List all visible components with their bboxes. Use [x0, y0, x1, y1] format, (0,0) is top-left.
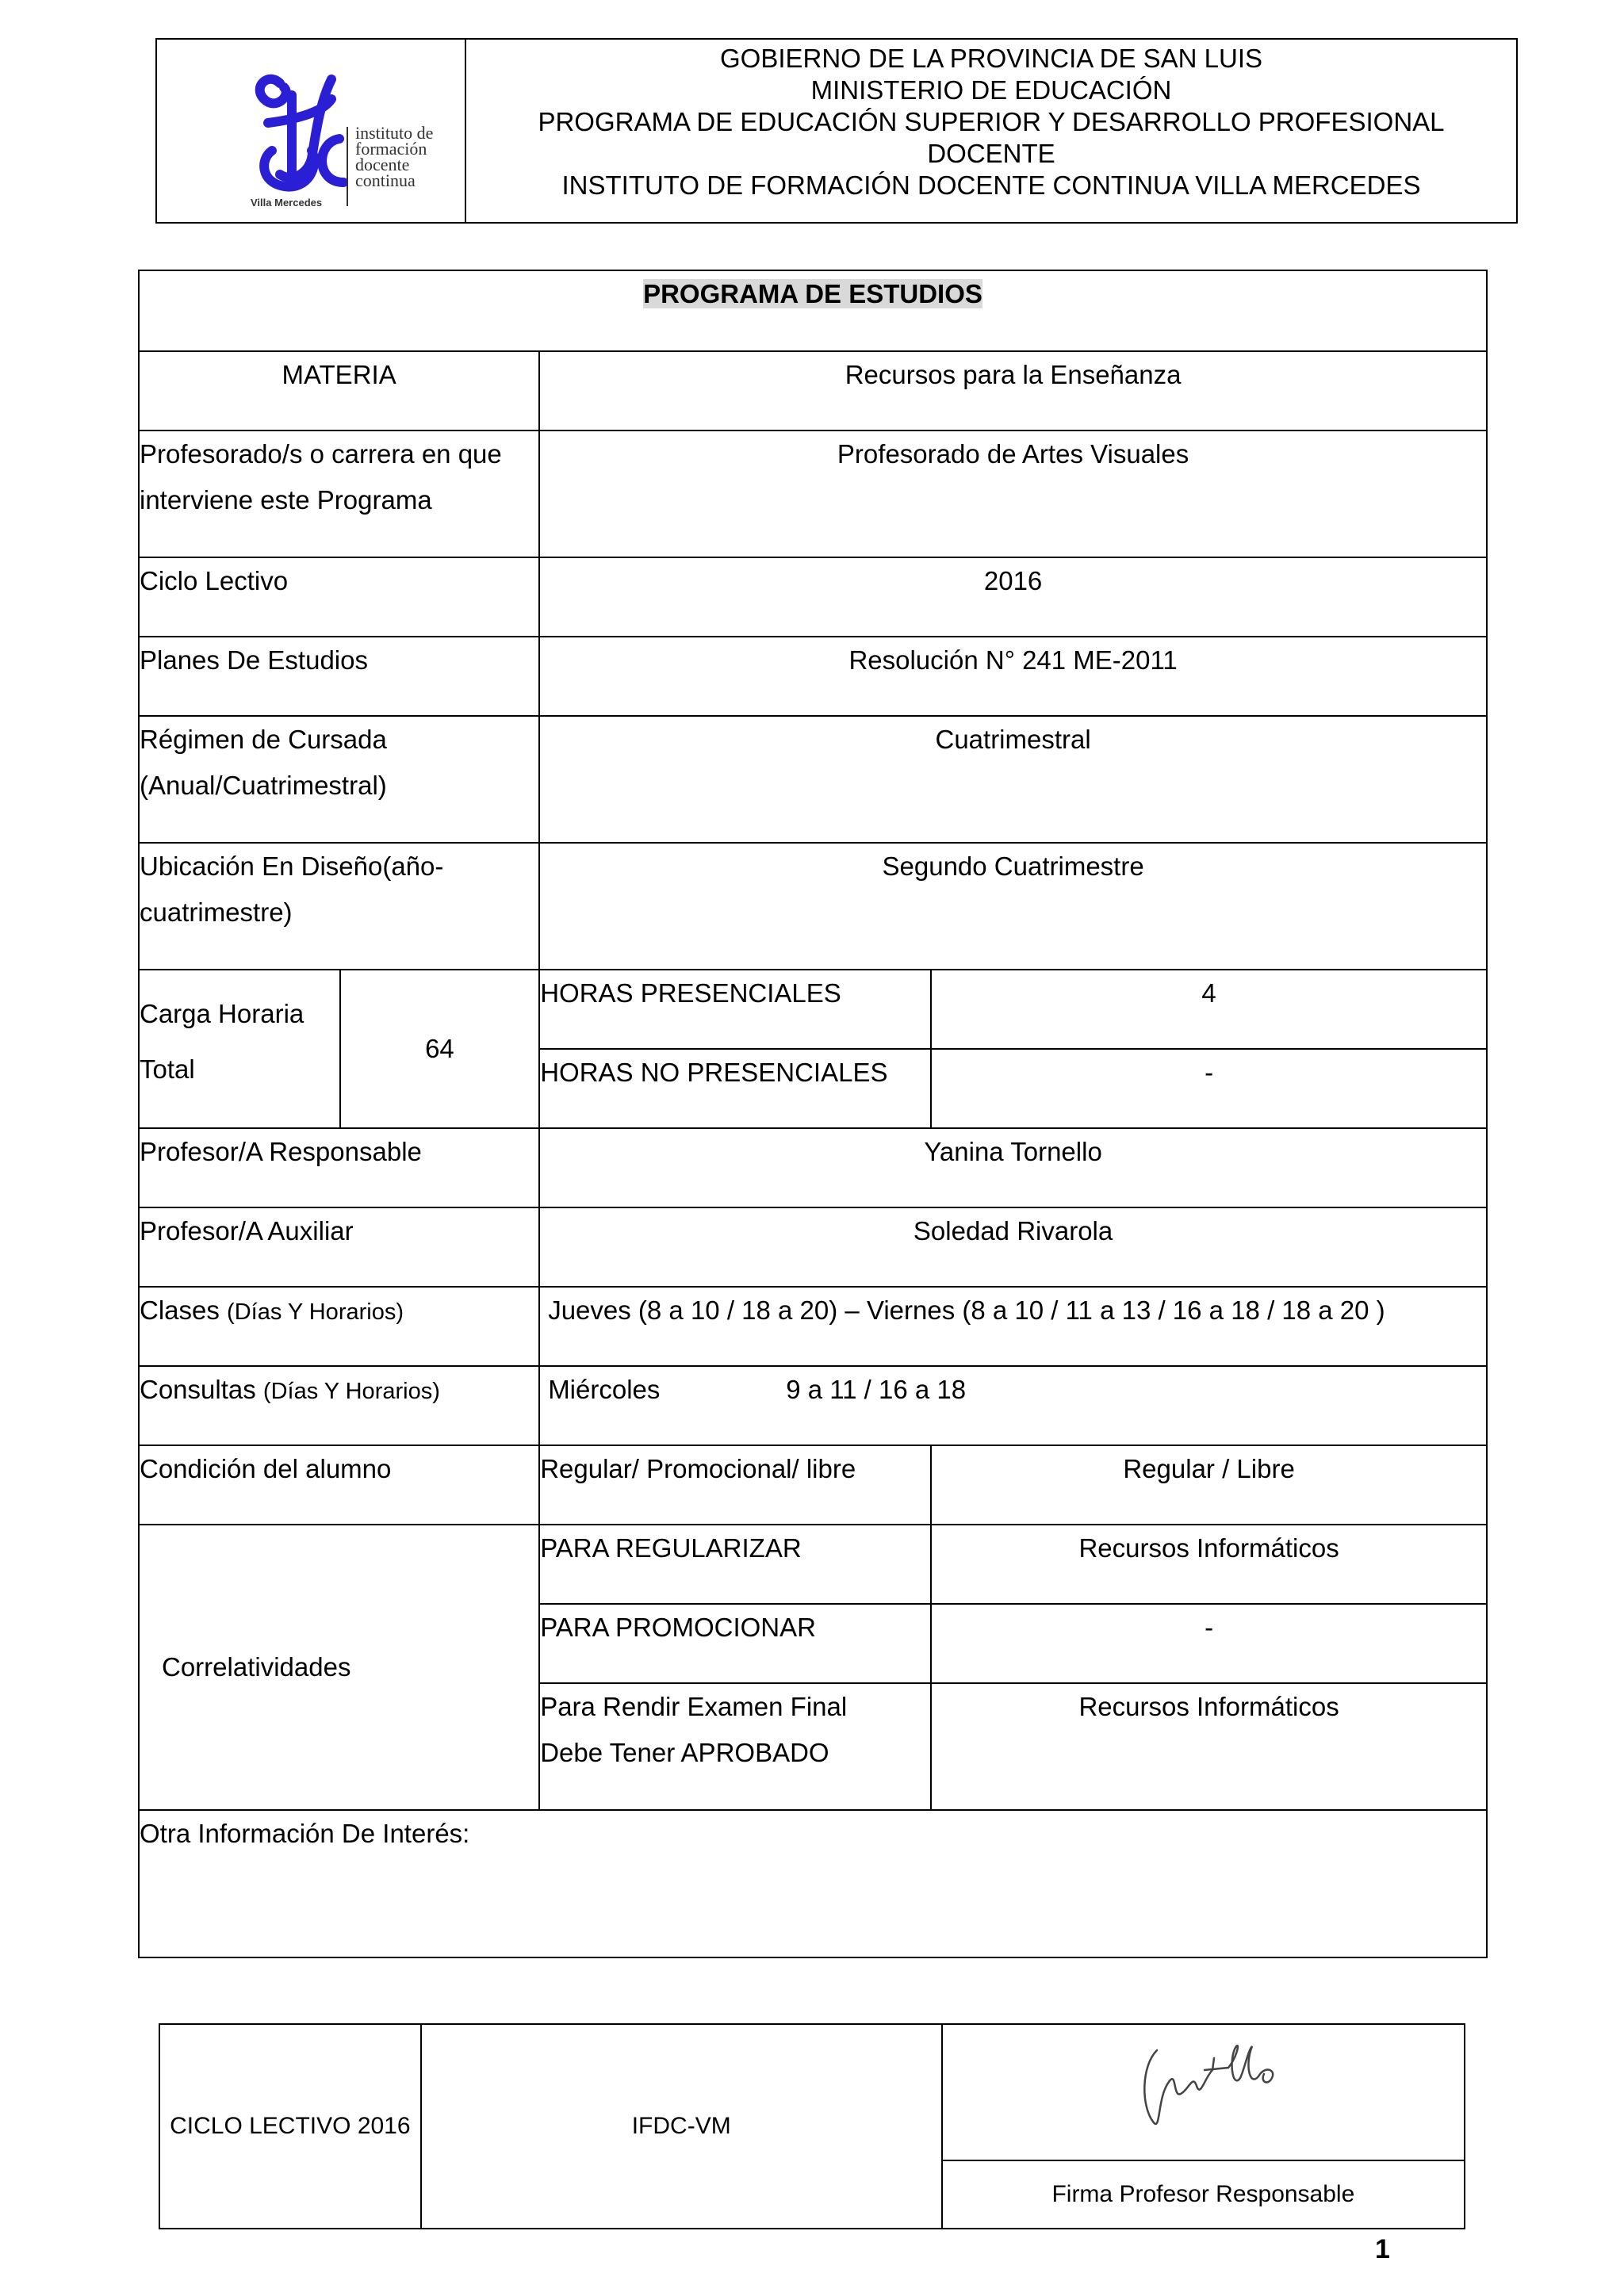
clases-label: Clases (Días Y Horarios): [139, 1287, 539, 1366]
header-line-5: INSTITUTO DE FORMACIÓN DOCENTE CONTINUA VILLA MERCEDES: [561, 170, 1421, 200]
promocionar-value: -: [931, 1604, 1487, 1683]
regimen-value: Cuatrimestral: [539, 716, 1487, 843]
rendir-label: Para Rendir Examen Final Debe Tener APROBADO: [539, 1683, 931, 1810]
condicion-label: Condición del alumno: [139, 1445, 539, 1525]
horas-no-presenciales-label: HORAS NO PRESENCIALES: [539, 1049, 931, 1128]
logo-text-line-3: docente: [355, 155, 410, 174]
materia-label: MATERIA: [139, 351, 539, 430]
carga-label: Carga Horaria Total: [139, 970, 340, 1128]
materia-value: Recursos para la Enseñanza: [539, 351, 1487, 430]
header-line-3: PROGRAMA DE EDUCACIÓN SUPERIOR Y DESARROLLO PROFESIONAL: [538, 107, 1445, 136]
header-text: [466, 40, 1516, 225]
profesor-auxiliar-label: Profesor/A Auxiliar: [139, 1207, 539, 1287]
condicion-value: Regular / Libre: [931, 1445, 1487, 1525]
clases-value: Jueves (8 a 10 / 18 a 20) – Viernes (8 a 10 / 11 a 13 / 16 a 18 / 18 a 20 ): [539, 1287, 1487, 1366]
profesor-auxiliar-value: Soledad Rivarola: [539, 1207, 1487, 1287]
logo-sublabel: Villa Mercedes: [251, 197, 323, 209]
document-header: [155, 38, 1518, 224]
signature-icon: [1125, 2034, 1284, 2137]
logo-text-line-4: continua: [355, 170, 416, 190]
logo-text-line-2: formación: [355, 139, 427, 159]
profesor-responsable-value: Yanina Tornello: [539, 1128, 1487, 1207]
logo-text-line-1: instituto de: [355, 123, 434, 143]
ifdc-logo: [236, 63, 466, 214]
consultas-value: Miércoles 9 a 11 / 16 a 18: [539, 1366, 1487, 1445]
footer-table: [159, 2023, 1465, 2229]
footer-ciclo: CICLO LECTIVO 2016: [159, 2024, 421, 2229]
profesor-responsable-label: Profesor/A Responsable: [139, 1128, 539, 1207]
promocionar-label: PARA PROMOCIONAR: [539, 1604, 931, 1683]
ubicacion-value: Segundo Cuatrimestre: [539, 843, 1487, 970]
regimen-label: Régimen de Cursada (Anual/Cuatrimestral): [139, 716, 539, 843]
otra-informacion: Otra Información De Interés:: [139, 1810, 1487, 1957]
ciclo-label: Ciclo Lectivo: [139, 557, 539, 637]
program-table: [138, 270, 1488, 1958]
rendir-value: Recursos Informáticos: [931, 1683, 1487, 1810]
signature-box: [942, 2024, 1465, 2160]
correlatividades-label: Correlatividades: [139, 1525, 539, 1810]
condicion-options: Regular/ Promocional/ libre: [539, 1445, 931, 1525]
ubicacion-label: Ubicación En Diseño(año- cuatrimestre): [139, 843, 539, 970]
header-line-2: MINISTERIO DE EDUCACIÓN: [810, 75, 1172, 105]
firma-label: Firma Profesor Responsable: [942, 2160, 1465, 2229]
planes-label: Planes De Estudios: [139, 637, 539, 716]
header-line-1: GOBIERNO DE LA PROVINCIA DE SAN LUIS: [719, 44, 1263, 73]
profesorado-label: Profesorado/s o carrera en que interviene este Programa: [139, 430, 539, 557]
horas-presenciales-value: 4: [931, 970, 1487, 1049]
profesorado-value: Profesorado de Artes Visuales: [539, 430, 1487, 557]
consultas-label: Consultas (Días Y Horarios): [139, 1366, 539, 1445]
footer-institucion: IFDC-VM: [421, 2024, 942, 2229]
page-number: 1: [1375, 2234, 1390, 2264]
logo-cell: [157, 40, 466, 222]
regularizar-value: Recursos Informáticos: [931, 1525, 1487, 1604]
header-line-4: DOCENTE: [927, 139, 1055, 168]
horas-no-presenciales-value: -: [931, 1049, 1487, 1128]
regularizar-label: PARA REGULARIZAR: [539, 1525, 931, 1604]
program-title: PROGRAMA DE ESTUDIOS: [139, 270, 1487, 351]
horas-presenciales-label: HORAS PRESENCIALES: [539, 970, 931, 1049]
planes-value: Resolución N° 241 ME-2011: [539, 637, 1487, 716]
ciclo-value: 2016: [539, 557, 1487, 637]
carga-total: 64: [340, 970, 540, 1128]
